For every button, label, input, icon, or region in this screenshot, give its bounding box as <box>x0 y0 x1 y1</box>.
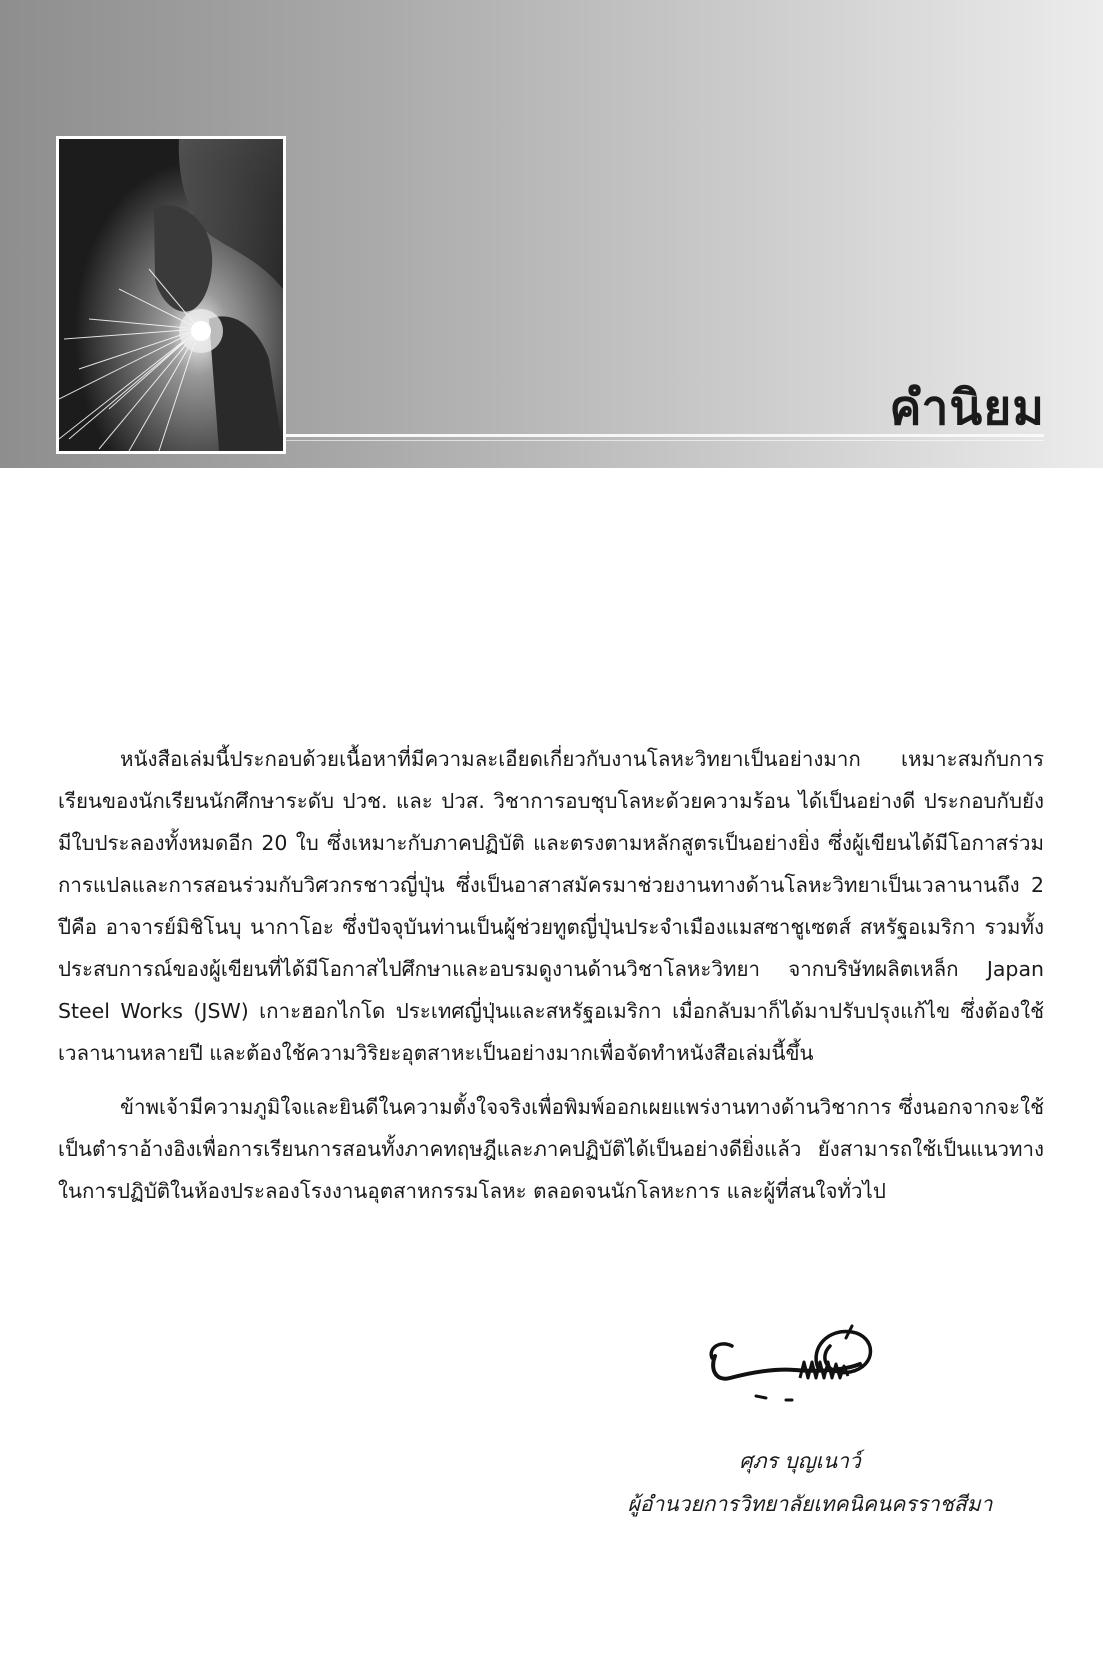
page-title: คำนิยม <box>889 380 1045 436</box>
paragraph: ข้าพเจ้ามีความภูมิใจและยินดีในความตั้งใจจริงเพื่อพิมพ์ออกเผยแพร่งานทางด้านวิชาการ ซึ่งนอกจากจะใช้เป็นตำราอ้างอิงเพื่อการเรียนการสอนทั้งภาคทฤษฎีและภาคปฏิบัติได้เป็นอย่างดียิ่งแล้ว ยังสามารถใช้เป็นแนวทางในการปฏิบัติในห้องประลองโรงงานอุตสาหกรรมโลหะ ตลอดจนนักโลหะการ และผู้ที่สนใจทั่วไป <box>58 1095 1044 1203</box>
foreword-body <box>58 738 1044 1224</box>
signer-name: ศุภร บุญเนาว์ <box>739 1449 861 1473</box>
handwritten-signature <box>700 1318 880 1418</box>
grinding-sparks-photo <box>56 136 286 454</box>
paragraph: หนังสือเล่มนี้ประกอบด้วยเนื้อหาที่มีความละเอียดเกี่ยวกับงานโลหะวิทยาเป็นอย่างมาก เหมาะสมกับการเรียนของนักเรียนนักศึกษาระดับ ปวช. และ ปวส. วิชาการอบชุบโลหะด้วยความร้อน ได้เป็นอย่างดี ประกอบกับยังมีใบประลองทั้งหมดอีก 20 ใบ ซึ่งเหมาะกับภาคปฏิบัติ และตรงตามหลักสูตรเป็นอย่างยิ่ง ซึ่งผู้เขียนได้มีโอกาสร่วมการแปลและการสอนร่วมกับวิศวกรชาวญี่ปุ่น ซึ่งเป็นอาสาสมัครมาช่วยงานทางด้านโลหะวิทยาเป็นเวลานานถึง 2 ปีคือ อาจารย์มิชิโนบุ นากาโอะ ซึ่งปัจจุบันท่านเป็นผู้ช่วยทูตญี่ปุ่นประจำเมืองแมสซาชูเซตส์ สหรัฐอเมริกา รวมทั้งประสบการณ์ของผู้เขียนที่ได้มีโอกาสไปศึกษาและอบรมดูงานด้านวิชาโลหะวิทยา จากบริษัทผลิตเหล็ก Japan Steel Works (JSW) เกาะฮอกไกโด ประเทศญี่ปุ่นและสหรัฐอเมริกา เมื่อกลับมาก็ได้มาปรับปรุงแก้ไข ซึ่งต้องใช้เวลานานหลายปี และต้องใช้ความวิริยะอุตสาหะเป็นอย่างมากเพื่อจัดทำหนังสือเล่มนี้ขึ้น <box>58 747 1044 1065</box>
signer-position: ผู้อำนวยการวิทยาลัยเทคนิคนครราชสีมา <box>627 1492 993 1516</box>
